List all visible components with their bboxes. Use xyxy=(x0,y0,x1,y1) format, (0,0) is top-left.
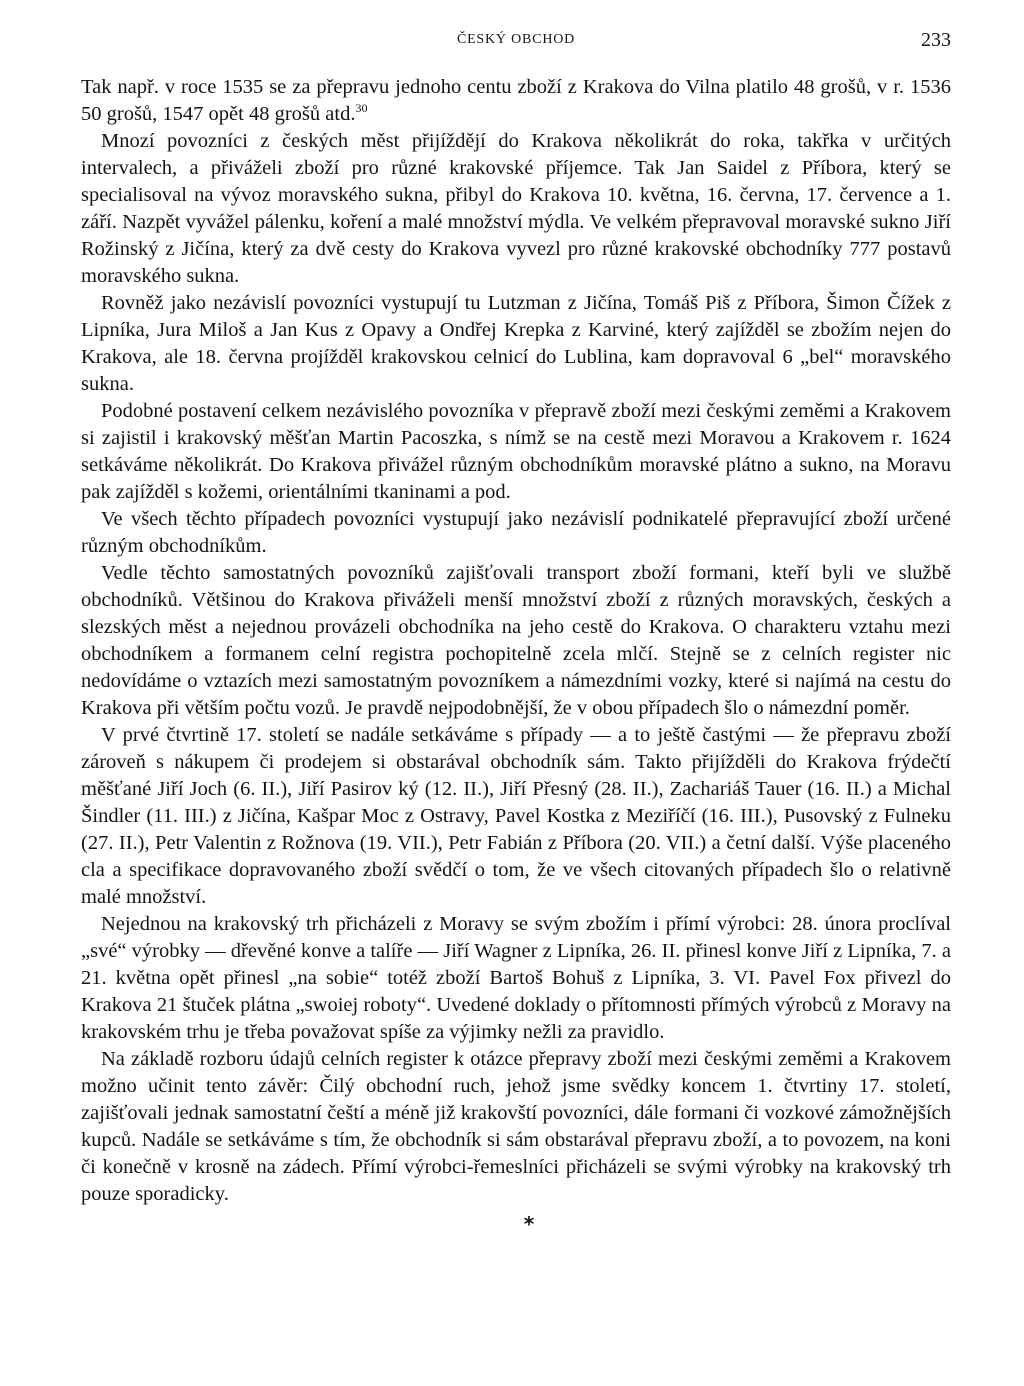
paragraph-5: Ve všech těchto případech povozníci vystupují jako nezávislí podnikatelé přepravující zboží určené různým obchodníkům. xyxy=(81,508,951,557)
section-ornament: * xyxy=(523,1212,535,1236)
body-text xyxy=(81,74,951,1208)
page-number: 233 xyxy=(921,29,951,51)
paragraph-8: Nejednou na krakovský trh přicházeli z Moravy se svým zbožím i přímí výrobci: 28. února proclíval „své“ výrobky — dřevěné konve a talíře — Jiří Wagner z Lipníka, 26. II. přinesl konve Jiří z Lipníka, 7. a 21. května opět přinesl „na sobie“ totéž zboží Bartoš Bohuš z Lipníka, 3. VI. Pavel Fox přivezl do Krakova 21 štuček plátna „swoiej roboty“. Uvedené doklady o přítomnosti přímých výrobců z Moravy na krakovském trhu je třeba považovat spíše za výjimky nežli za pravidlo. xyxy=(81,913,951,1043)
paragraph-9: Na základě rozboru údajů celních register k otázce přepravy zboží mezi českými zeměmi a Krakovem možno učinit tento závěr: Čilý obchodní ruch, jehož jsme svědky koncem 1. čtvrtiny 17. století, zajišťovali jednak samostatní čeští a méně již krakovští povozníci, dále formani či vozkové zámožnějších kupců. Nadále se setkáváme s tím, že obchodník si sám obstarával přepravu zboží, a to povozem, na koni či konečně v krosně na zádech. Přímí výrobci-řemeslníci přicházeli se svými výrobky na krakovský trh pouze sporadicky. xyxy=(81,1048,951,1205)
paragraph-4: Podobné postavení celkem nezávislého povozníka v přepravě zboží mezi českými zeměmi a Krakovem si zajistil i krakovský měšťan Martin Pacoszka, s nímž se na cestě mezi Moravou a Krakovem r. 1624 setkáváme několikrát. Do Krakova přivážel různým obchodníkům moravské plátno a sukno, na Moravu pak zajížděl s kožemi, orientálními tkaninami a pod. xyxy=(81,400,951,503)
paragraph-2: Mnozí povozníci z českých měst přijíždějí do Krakova několikrát do roka, takřka v určitých intervalech, a přiváželi zboží pro různé krakovské příjemce. Tak Jan Saidel z Příbora, který se specialisoval na vývoz moravského sukna, přibyl do Krakova 10. května, 16. června, 17. července a 1. září. Nazpět vyvážel pálenku, koření a malé množství mýdla. Ve velkém přepravoval moravské sukno Jiří Rožinský z Jičína, který za dvě cesty do Krakova vyvezl pro různé krakovské obchodníky 777 postavů moravského sukna. xyxy=(81,130,951,287)
paragraph-text: Tak např. v roce 1535 se za přepravu jednoho centu zboží z Krakova do Vilna platilo 48 grošů, v r. 1536 50 grošů, 1547 opět 48 grošů atd. xyxy=(81,76,951,125)
footnote-reference: 30 xyxy=(355,101,368,116)
paragraph-6: Vedle těchto samostatných povozníků zajišťovali transport zboží formani, kteří byli ve službě obchodníků. Většinou do Krakova přiváželi menší množství zboží z různých moravských, českých a slezských měst a nejednou provázeli obchodníka na jeho cestě do Krakova. O charakteru vztahu mezi obchodníkem a formanem celní registra pochopitelně zcela mlčí. Stejně se z celních register nic nedovídáme o vztazích mezi samostatným povozníkem a námezdními vozky, které si najímá na cestu do Krakova při větším počtu vozů. Je pravdě nejpodobnější, že v obou případech šlo o námezdní poměr. xyxy=(81,562,951,719)
paragraph-1 xyxy=(81,74,951,128)
running-head xyxy=(81,29,951,60)
book-page xyxy=(81,29,951,1372)
paragraph-3: Rovněž jako nezávislí povozníci vystupují tu Lutzman z Jičína, Tomáš Piš z Příbora, Šimon Čížek z Lipníka, Jura Miloš a Jan Kus z Opavy a Ondřej Krepka z Karviné, který zajížděl se zbožím nejen do Krakova, ale 18. června projížděl krakovskou celnicí do Lublina, kam dopravoval 6 „bel“ moravského sukna. xyxy=(81,292,951,395)
running-title: ČESKÝ OBCHOD xyxy=(456,32,576,47)
paragraph-7: V prvé čtvrtině 17. století se nadále setkáváme s případy — a to ještě častými — že přepravu zboží zároveň s nákupem či prodejem si obstarával obchodník sám. Takto přijížděli do Krakova frýdečtí měšťané Jiří Joch (6. II.), Jiří Pasirov ký (12. II.), Jiří Přesný (28. II.), Zachariáš Tauer (16. II.) a Michal Šindler (11. III.) z Jičína, Kašpar Moc z Ostravy, Pavel Kostka z Meziříčí (16. III.), Pusovský z Fulneku (27. II.), Petr Valentin z Rožnova (19. VII.), Petr Fabián z Příbora (20. VII.) a četní další. Výše placeného cla a specifikace dopravovaného zboží svědčí o tom, že ve všech citovaných případech šlo o relativně malé množství. xyxy=(81,724,951,908)
